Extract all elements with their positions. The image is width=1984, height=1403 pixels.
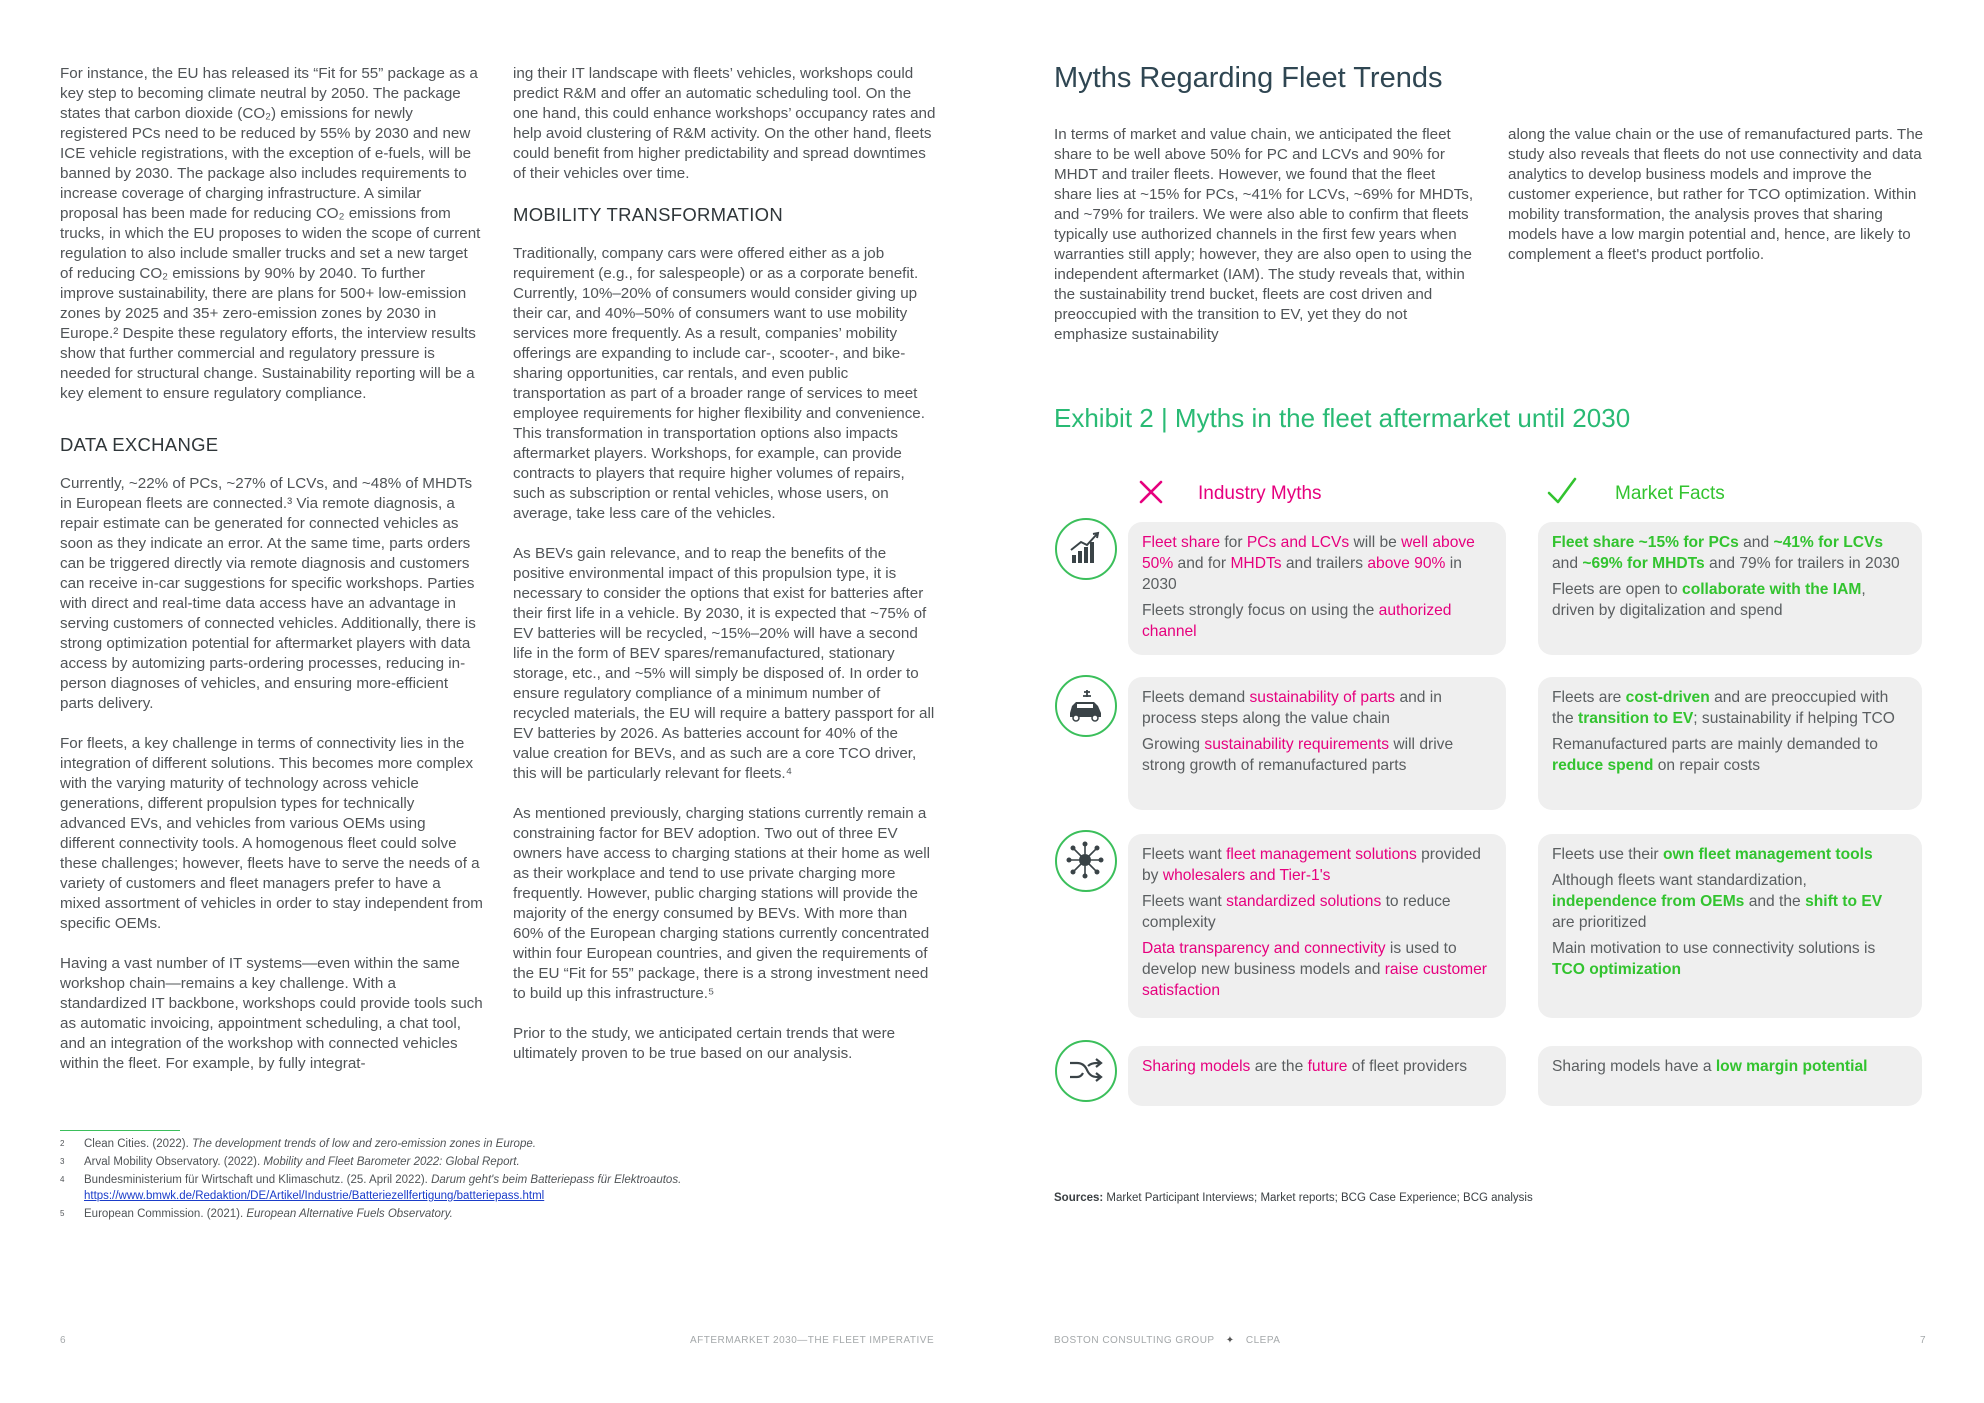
paragraph-myths-continued: along the value chain or the use of remanufactured parts. The study also reveals that fleets do not use connectivity and data analytics to develop business models and improve the customer experience, but rather for TCO optimization. Within mobility transformation, the analysis proves that sharing models have a low margin potential and, hence, are likely to complement a fleet's product portfolio. [1508,126,1924,263]
footnote-divider [60,1130,180,1131]
footnote-5: 5 European Commission. (2021). European Alternative Fuels Observatory. [60,1208,453,1220]
page-number-left: 6 [60,1335,67,1346]
footnote-4: 4 Bundesministerium für Wirtschaft und Klimaschutz. (25. April 2022). Darum geht's beim Batteriepass für Elektroautos. https://www.bmwk.de/Redaktion/DE/Artikel/Industrie/Batteriezellfertigung/batteriepass.html [60,1174,682,1202]
footnote-3: 3 Arval Mobility Observatory. (2022). Mobility and Fleet Barometer 2022: Global Report. [60,1156,520,1168]
myth-box-connectivity [1128,834,1506,1018]
bar-chart-growth-icon [1055,518,1117,580]
page-title: Myths Regarding Fleet Trends [1054,62,1443,94]
myth-statement: Fleet share for PCs and LCVs will be well above 50% and for MHDTs and trailers above 90% in 2030 [1142,534,1475,593]
sources-note: Sources: Market Participant Interviews; Market reports; BCG Case Experience; BCG analysis [1054,1192,1533,1204]
fact-box-sustainability [1538,677,1922,810]
paragraph-charging-stations: As mentioned previously, charging stations currently remain a constraining factor for BEV adoption. Two out of three EV owners have access to charging stations at their home as well as their workplace and tend to use private charging more frequently. However, public charging stations will provide the majority of the energy consumed by BEVs. With more than 60% of the European charging stations currently concentrated within four European countries, and given the requirements of the EU “Fit for 55” package, there is a strong investment need to build up this infrastructure.⁵ [513,805,931,1002]
paragraph-it-landscape: ing their IT landscape with fleets’ vehicles, workshops could predict R&M and offer an automatic scheduling tool. On the one hand, this could enhance workshops’ occupancy rates and help avoid clustering of R&M activity. On the other hand, fleets could benefit from higher predictability and spread downtimes of their vehicles over time. [513,65,936,182]
myth-statement: Fleets strongly focus on using the authorized channel [1142,602,1452,640]
myths-header: Industry Myths [1198,483,1322,504]
paragraph-prior-study: Prior to the study, we anticipated certain trends that were ultimately proven to be true based on our analysis. [513,1025,896,1062]
fact-statement: Remanufactured parts are mainly demanded to reduce spend on repair costs [1552,736,1878,774]
left-column-1 [60,64,483,1094]
paragraph-it-systems: Having a vast number of IT systems—even within the same workshop chain—remains a key challenge. With a standardized IT backbone, workshops could provide tools such as automatic invoicing, appointment scheduling, a chat tool, and an integration of the workshop with connected vehicles within the fleet. For example, by fully integrat- [60,955,483,1072]
shuffle-arrows-icon [1055,1040,1117,1102]
check-mark-icon [1546,476,1578,506]
heading-data-exchange: DATA EXCHANGE [60,434,219,455]
fact-box-connectivity [1538,834,1922,1018]
myth-box-fleet-share [1128,522,1506,655]
exhibit-title: Exhibit 2 | Myths in the fleet aftermarket until 2030 [1054,403,1631,433]
paragraph-fit-for-55: For instance, the EU has released its “Fit for 55” package as a key step to becoming climate neutral by 2050. The package states that carbon dioxide (CO₂) emissions for newly registered PCs need to be reduced by 55% by 2030 and new ICE vehicle registrations, with the exception of e-fuels, will be banned by 2030. The package also includes requirements to increase coverage of charging infrastructure. A similar proposal has been made for reducing CO₂ emissions from trucks, in which the EU proposes to widen the scope of current regulation to also include smaller trucks and set a new target of reducing CO₂ emissions by 90% by 2040. To further improve sustainability, there are plans for 500+ low-emission zones by 2025 and 35+ zero-emission zones by 2030 in Europe.² Despite these regulatory efforts, the interview results show that further commercial and regulatory pressure is needed for structural change. Sustainability reporting will be a key element to ensure regulatory compliance. [60,65,481,402]
paragraph-connected-vehicles: Currently, ~22% of PCs, ~27% of LCVs, and ~48% of MHDTs in European fleets are connected.³ Via remote diagnosis, a repair estimate can be generated for connected vehicles as soon as they indicate an error. At the same time, parts orders can be triggered directly via remote diagnosis and customers can receive in-car suggestions for specific workshops. Parties with direct and real-time data access have an advantage in serving customers of connected vehicles. Additionally, there is strong optimization potential for aftermarket players with data access by automizing parts-ordering processes, reducing in-person diagnoses of vehicles, and ensuring more-efficient parts delivery. [60,475,476,712]
x-mark-icon [1138,479,1164,505]
myth-statement: Fleets want standardized solutions to reduce complexity [1142,893,1451,931]
footer-publication-title: AFTERMARKET 2030—THE FLEET IMPERATIVE [690,1335,935,1346]
myth-statement: Fleets want fleet management solutions provided by wholesalers and Tier-1's [1142,846,1481,884]
fact-statement: Fleets are open to collaborate with the IAM, driven by digitalization and spend [1552,581,1866,619]
paragraph-bev-batteries: As BEVs gain relevance, and to reap the benefits of the positive environmental impact of this propulsion type, it is necessary to consider the options that exist for batteries after their first life in a vehicle. By 2030, it is expected that ~75% of EV batteries will be recycled, ~15%–20% will have a second life in the form of BEV spares/remanufactured, stationary storage, etc., and ~5% will simply be disposed of. In order to ensure regulatory compliance of a minimum number of recycled materials, the EU will require a battery passport for all EV batteries by 2026. As batteries account for 40% of the value creation for BEVs, and as such are a core TCO driver, this will be particularly relevant for fleets.⁴ [513,545,935,782]
left-column-2 [513,64,938,1084]
paragraph-company-cars: Traditionally, company cars were offered either as a job requirement (e.g., for salespeople) or as a corporate benefit. Currently, 10%–20% of consumers would consider giving up their car, and 40%–50% of consumers want to use mobility services more frequently. As a result, companies’ mobility offerings are expanding to include car-, scooter-, and bike-sharing opportunities, car rentals, and even public transportation as part of a broader range of services to meet employee requirements for higher flexibility and convenience. This transformation in transportation options also impacts aftermarket players. Workshops, for example, can provide contracts to players that require higher volumes of repairs, such as subscription or rental vehicles, whose users, on average, take less care of the vehicles. [513,245,925,522]
footer-publisher: BOSTON CONSULTING GROUP ✦ CLEPA [1054,1335,1281,1346]
footnote-4-link[interactable]: https://www.bmwk.de/Redaktion/DE/Artikel/Industrie/Batteriezellfertigung/batteriepass.html [84,1190,545,1202]
fact-box-sharing-models [1538,1046,1922,1106]
myth-statement: Data transparency and connectivity is used to develop new business models and raise customer satisfaction [1142,940,1487,999]
myth-statement: Sharing models are the future of fleet providers [1142,1058,1468,1075]
fact-statement: Fleets are cost-driven and are preoccupied with the transition to EV; sustainability if helping TCO [1552,689,1895,727]
fact-statement: Main motivation to use connectivity solutions is TCO optimization [1552,940,1876,978]
footnote-2: 2 Clean Cities. (2022). The development trends of low and zero-emission zones in Europe. [60,1138,536,1150]
right-column-1 [1054,125,1474,365]
myth-statement: Growing sustainability requirements will drive strong growth of remanufactured parts [1142,736,1454,774]
fact-statement: Fleets use their own fleet management tools [1552,846,1873,863]
fact-statement: Fleet share ~15% for PCs and ~41% for LCVs and ~69% for MHDTs and 79% for trailers in 2030 [1552,534,1900,572]
fact-statement: Sharing models have a low margin potential [1552,1058,1868,1075]
page-number-right: 7 [1920,1335,1927,1346]
paragraph-connectivity-challenge: For fleets, a key challenge in terms of connectivity lies in the integration of different solutions. This becomes more complex with the varying maturity of technology across vehicle generations, different propulsion types for technically advanced EVs, and vehicles from various OEMs using different connectivity tools. A homogenous fleet could solve these challenges; however, fleets have to serve the needs of a variety of customers and fleet managers prefer to have a mixed assortment of vehicles in order to stay independent from specific OEMs. [60,735,483,932]
right-column-2 [1508,125,1933,285]
footnotes [60,1136,940,1222]
fact-statement: Although fleets want standardization, independence from OEMs and the shift to EV are prioritized [1552,872,1883,931]
fact-box-fleet-share [1538,522,1922,655]
ev-car-icon [1055,675,1117,737]
myth-statement: Fleets demand sustainability of parts and in process steps along the value chain [1142,689,1442,727]
heading-mobility-transformation: MOBILITY TRANSFORMATION [513,204,784,225]
myth-box-sharing-models [1128,1046,1506,1106]
connected-network-icon [1055,830,1117,892]
facts-header: Market Facts [1615,483,1725,504]
footer-separator-icon: ✦ [1225,1335,1235,1346]
myth-box-sustainability [1128,677,1506,810]
paragraph-myths-intro: In terms of market and value chain, we anticipated the fleet share to be well above 50% for PC and LCVs and 90% for MHDT and trailer fleets. However, we found that the fleet share lies at ~15% for PCs, ~41% for LCVs, ~69% for MHDTs, and ~79% for trailers. We were also able to confirm that fleets typically use authorized channels in the first few years when warranties still apply; however, they are also open to using the independent aftermarket (IAM). The study reveals that, within the sustainability trend bucket, fleets are cost driven and preoccupied with the transition to EV, yet they do not emphasize sustainability [1054,126,1474,343]
